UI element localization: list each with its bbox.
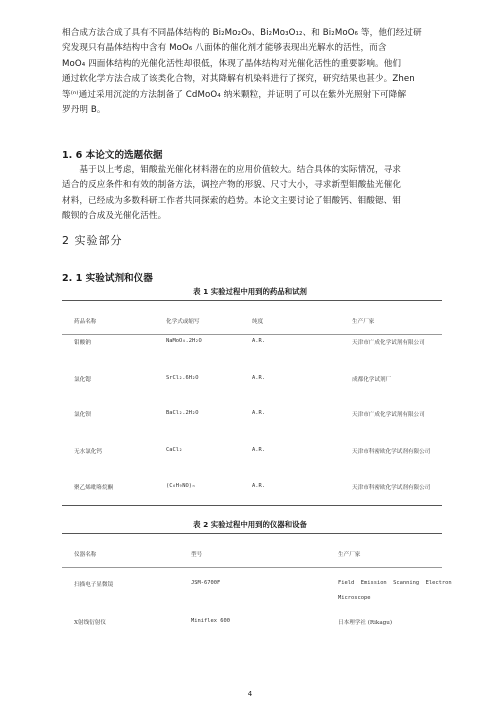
table1-header-cell: 药品名称	[74, 319, 97, 325]
table2-header-cell: 型号	[191, 552, 203, 558]
table2-header-rule	[62, 567, 442, 568]
table1-cell: NaMoO₄.2H₂O	[166, 338, 202, 344]
table1-cell: 成都化学试剂厂	[352, 377, 392, 383]
basis-line: 材料，已经成为多数科研工作者共同探索的趋势。本论文主要讨论了钼酸钙、钼酸锶、钼	[62, 195, 402, 206]
table1-header-cell: 化学式或缩写	[166, 319, 200, 325]
table1-cell: 天津市科密欧化学试剂有限公司	[352, 449, 431, 455]
intro-line: 究发现只有晶体结构中含有 MoO₆ 八面体的催化剂才能够表现出光解水的活性，而含	[62, 43, 387, 54]
table1-cell: 天津市科密欧化学试剂有限公司	[352, 485, 431, 491]
table1-cell: 氯化锶	[74, 377, 91, 383]
table2-cell: 扫描电子显微镜	[74, 582, 114, 588]
table2-cell: X射线衍射仪	[74, 620, 106, 626]
table1-header-cell: 纯度	[252, 319, 264, 325]
basis-line: 适合的反应条件和有效的制备方法，调控产物的形貌、尺寸大小，寻求新型钼酸盐光催化	[62, 180, 402, 191]
table1-cell: A.R.	[252, 447, 265, 453]
table1-bottom-rule	[62, 505, 442, 506]
intro-line: MoO₄ 四面体结构的光催化活性却很低，体现了晶体结构对光催化活性的重要影响。他们	[62, 58, 402, 69]
intro-paragraph	[62, 26, 452, 118]
table1-cell: 天津市广成化学试剂有限公司	[352, 340, 425, 346]
table2-header-cell: 仪器名称	[74, 552, 97, 558]
section-2-1-heading: 2. 1 实验试剂和仪器	[62, 273, 153, 284]
table1-cell: A.R.	[252, 410, 265, 416]
table1-cell: (C₆H₉NO)ₙ	[166, 483, 196, 489]
table2-cell: Microscope	[338, 595, 371, 601]
table1-header-rule	[62, 334, 442, 335]
table2-header-cell: 生产厂家	[338, 552, 361, 558]
page-number: 4	[247, 690, 253, 698]
table2-cell: Field Emission Scanning Electron	[338, 580, 452, 586]
table1-cell: 聚乙烯吡咯烷酮	[74, 485, 114, 491]
intro-line: 相合成方法合成了具有不同晶体结构的 Bi₂Mo₂O₉、Bi₂Mo₃O₁₂、和 Bi₂MoO₆ 等，他们经过研	[62, 28, 422, 38]
table2-cell: 日本理学社 (Rikagu)	[338, 620, 393, 626]
table1-cell: A.R.	[252, 483, 265, 489]
table2-cell: JSM-6700F	[191, 580, 221, 586]
table1-cell: A.R.	[252, 375, 265, 381]
table2-cell: Miniflex 600	[191, 618, 230, 624]
basis-line: 基于以上考虑，钼酸盐光催化材料潜在的应用价值较大。结合具体的实际情况，寻求	[62, 165, 402, 175]
table1-cell: 钼酸钠	[74, 340, 91, 346]
table2-caption: 表 2 实验过程中用到的仪器和设备	[193, 520, 307, 529]
table1-cell: SrCl₂.6H₂O	[166, 375, 199, 381]
intro-line: 等⁽ⁿ⁾通过采用沉淀的方法制备了 CdMoO₄ 纳米颗粒，并证明了可以在紫外光照射下可降解	[62, 89, 407, 100]
intro-line: 罗丹明 B。	[62, 105, 106, 116]
table1-top-rule	[62, 300, 442, 301]
table2-top-rule	[62, 533, 442, 534]
intro-line: 通过软化学方法合成了该类化合物，对其降解有机染料进行了探究，研究结果也甚少。Zhen	[62, 74, 415, 85]
basis-paragraph	[62, 163, 452, 225]
table1-cell: 天津市广成化学试剂有限公司	[352, 412, 425, 418]
table1-cell: A.R.	[252, 338, 265, 344]
table1-caption: 表 1 实验过程中用到的药品和试剂	[193, 287, 307, 296]
table1-header-cell: 生产厂家	[352, 319, 375, 325]
table1-cell: 氯化钡	[74, 412, 91, 418]
table1-cell: 无水氯化钙	[74, 449, 102, 455]
table1-cell: BaCl₂.2H₂O	[166, 410, 199, 416]
chapter-2-heading: 2 实验部分	[62, 234, 123, 247]
basis-line: 酸钡的合成及光催化活性。	[62, 211, 167, 222]
section-1-6-heading: 1. 6 本论文的选题依据	[62, 150, 163, 161]
table1-cell: CaCl₂	[166, 447, 183, 453]
